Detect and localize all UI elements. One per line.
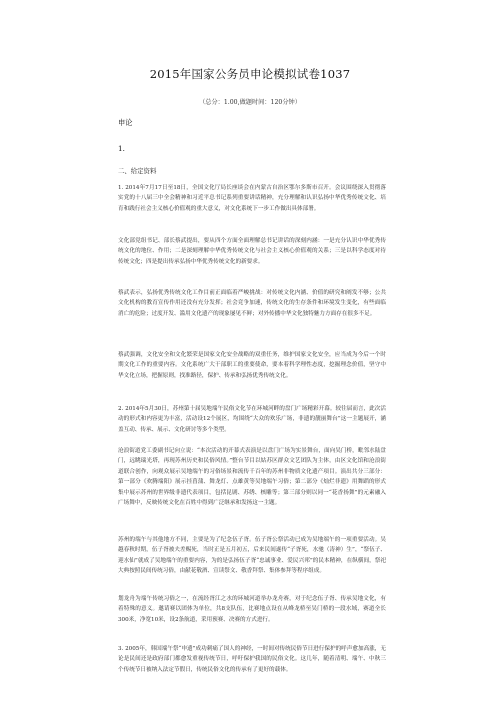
- section-title: 申论: [118, 118, 133, 127]
- paragraph-1: 1. 2014年7月17日至18日，全国文化厅局长座谈会在内蒙古自治区鄂尔多斯市召开。会议围绕深入贯彻落实党的十八届三中全会精神和习近平总书记系列重要讲话精神，充分理解和认识弘扬中华优秀传统文化、培育和践行社会主义核心价值观的重大意义，对文化系统下一步工作做出具体部署。: [118, 185, 386, 212]
- paragraph-9: 3. 2005年，韩国端午祭“申遗”成功刺痛了国人的神经，一时间对传统民俗节日进行保护的呼声愈加高涨，无论是民间还是政府部门都愈发重视传统节日，呼吁保护我国的民俗文化。这几年，随着清明、端午、中秋三个传统节日被纳入法定节假日，传统民俗文化的传承有了更好的载体。: [118, 646, 386, 673]
- paragraph-2: 文化部党组书记、部长蔡武提出，要从四个方面全面理解总书记讲话的深刻内涵：一是充分认识中华优秀传统文化的地位、作用；二是深刻理解中华优秀传统文化与社会主义核心价值观的关系；三是以科学态度对待传统文化；四是提出传承弘扬中华优秀传统文化的新要求。: [118, 238, 386, 265]
- document-title: 2015年国家公务员申论模拟试卷1037: [149, 67, 351, 81]
- paragraph-8: 划龙舟为端午传统习俗之一，在流经胥江之水的环城河道举办龙舟赛，对于纪念伍子胥、传承吴地文化，有着特殊的意义。邀请赛以团体为单位，共8支队伍，比赛地点设在从峰龙桥至吴门桥的一段水域，赛道全长300米，净宽10米，设2条航道，采用预赛、决赛的方式进行。: [118, 596, 386, 623]
- paragraph-6: 沧浪街道党工委副书记向立说：“本次活动的开幕式表演是以盘门广场为实景舞台，面向吴门桥，毗邻水陆盘门，远眺瑞光塔，再现苏州历史和民俗风情。”整台节目以姑苏区群众文艺团队为主体，由区文化馆和沧浪街道联合创作，向观众展示吴地端午的习俗场景和流传千百年的苏州非物质文化遗产项目。演出共分三部分：第一部分《欢腾端阳》展示挂菖蒲、舞龙灯、点雄黄等吴地端午习俗；第二部分《灿烂非遗》用舞蹈的形式集中展示苏州的世界级非遗代表项目，包括昆剧、苏绣、核雕等；第三部分则以同一“花香扬舞”的元素融入广场舞中，反映传统文化在百姓中得到广泛继承和发扬这一主题。: [118, 448, 386, 507]
- paragraph-5: 2. 2014年5月30日，苏州第十届吴地端午民俗文化节在环城河畔的盘门广场精彩开幕。较往届而言，此次活动的形式和内容更为丰富，活动设12个展区，均围绕“大众的欢乐广场，非遗的靓丽舞台”这一主题展开，涵盖互动、传承、展示、文化研讨等多个类型。: [118, 406, 386, 433]
- paragraph-3: 蔡武表示，弘扬优秀传统文化工作目前正面临着严峻挑战：对传统文化内涵、价值的研究和阐发不够；公共文化机构的教育宣传作用还没有充分发挥；社会竞争加速，传统文化的生存条件和环境发生变化，有些面临消亡的危险；过度开发、滥用文化遗产的现象屡见不鲜；对外传播中华文化独特魅力方面存在很多不足。: [118, 290, 386, 317]
- subsection-title: 二、给定资料: [118, 167, 157, 175]
- paragraph-7: 苏州的端午与其他地方不同，主要是为了纪念伍子胥。伍子胥公祭活动已成为吴地端午的一项重要活动。吴越春秋时期，伍子胥被夫差赐死，当时正是五月初五，后来民间遂传“子胥死，水驰（涛神）生”，“祭伍子、迎水仙”就成了吴地端午的重要内容，为的是弘扬伍子胥“忠诚事业、爱民兴邦”的民本精神，在纵横间，祭祀大典按照民间传统习俗，由献花敬酒、宣读祭文、敬香拜祭、集体参拜等程序组成。: [118, 537, 386, 575]
- question-number: 1.: [118, 144, 125, 153]
- exam-meta: （总分：1.00,做题时间：120分钟）: [199, 99, 301, 106]
- paragraph-4: 蔡武强调，文化安全和文化繁荣是国家文化安全战略的双重任务，维护国家文化安全，应当成为今后一个时期文化工作的重要内容。文化系统广大干部职工的重要使命，要本着科学理性态度，挖掘理念价值，坚守中华文化立场，把握原则，找准路径，保护、传承和弘扬优秀传统文化。: [118, 352, 386, 379]
